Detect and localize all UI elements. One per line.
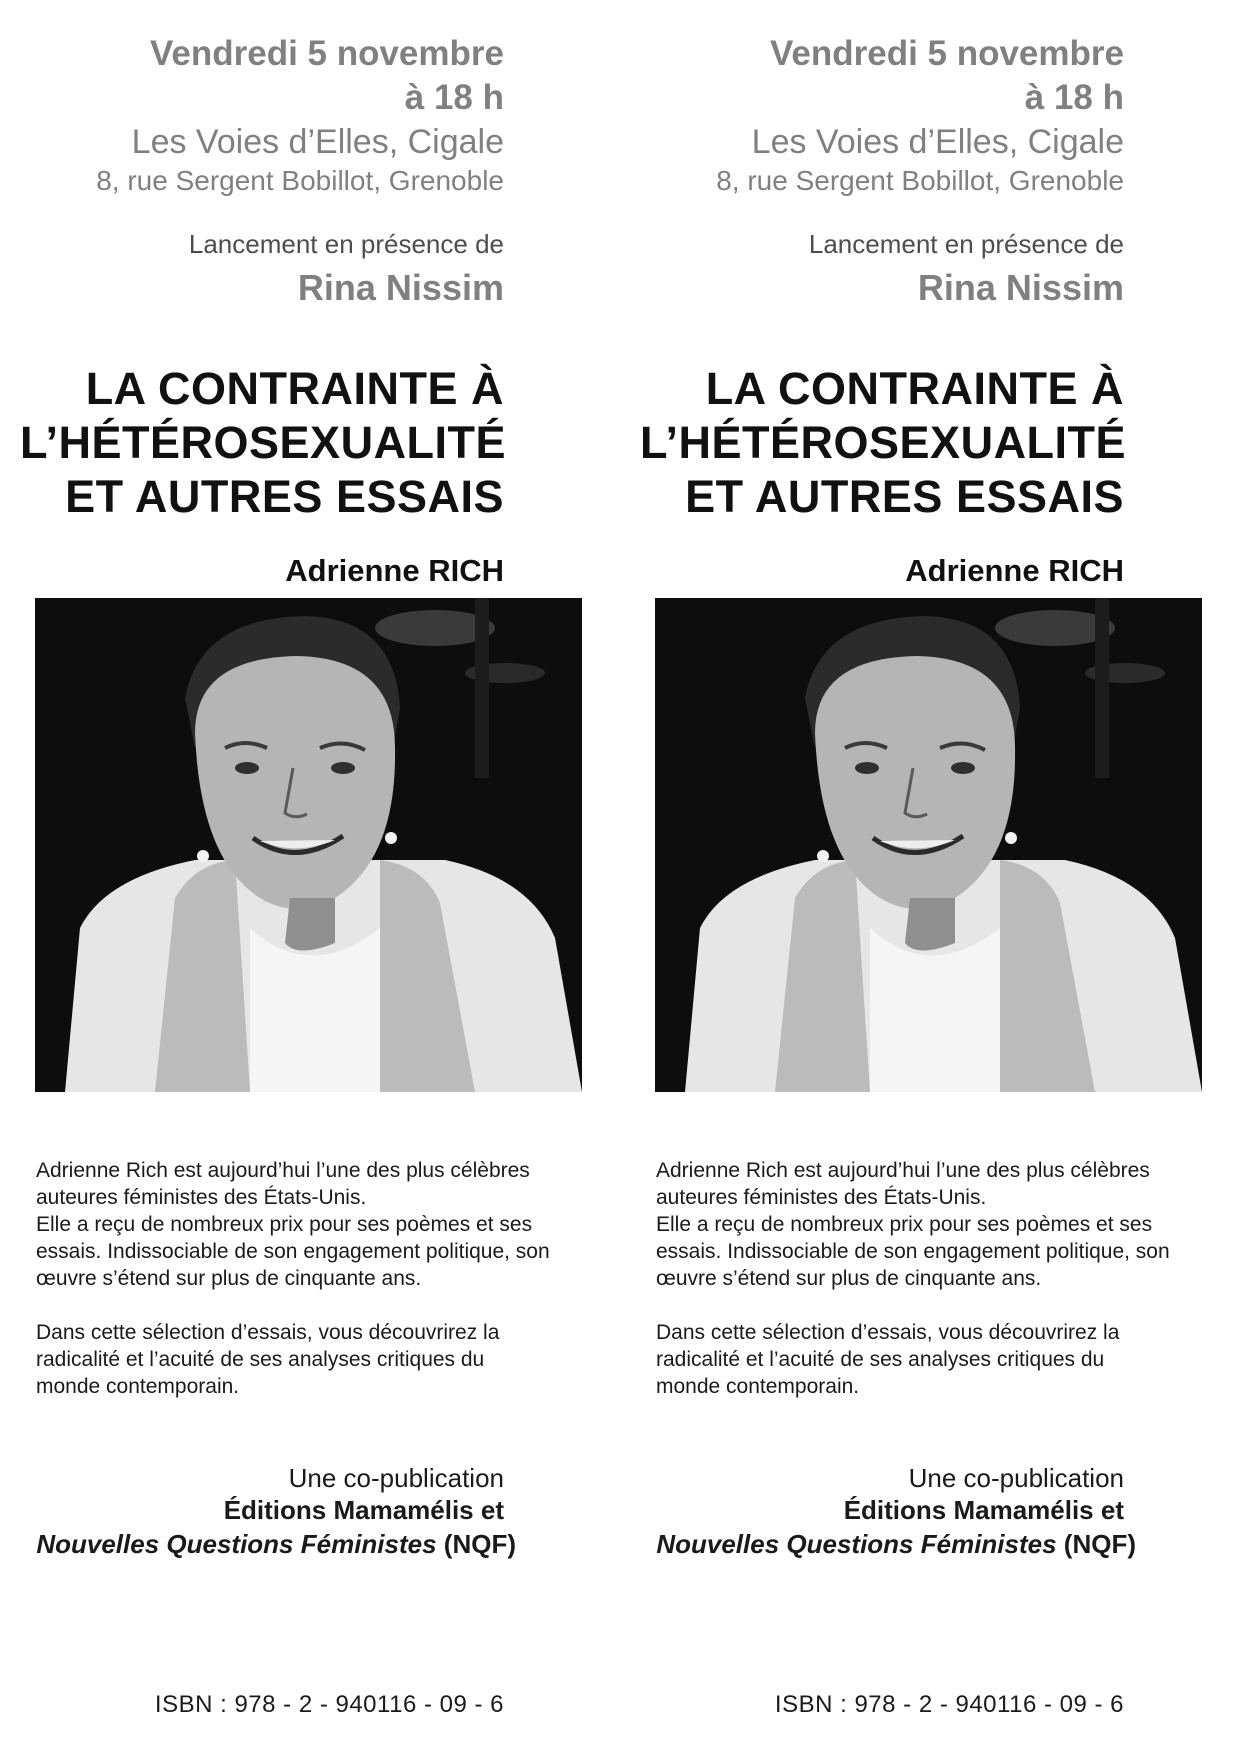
journal-abbreviation: (NQF) (1063, 1529, 1136, 1559)
isbn-number: ISBN : 978 - 2 - 940116 - 09 - 6 (154, 1691, 504, 1718)
event-venue: Les Voies d’Elles, Cigale (131, 123, 504, 161)
copublication-journal (36, 1528, 516, 1560)
event-date-time: à 18 h (404, 78, 504, 117)
author-portrait-photo (35, 598, 582, 1092)
author-bio (36, 1157, 596, 1400)
launch-text: Lancement en présence de (808, 229, 1124, 259)
book-author: Adrienne RICH (905, 553, 1124, 588)
bio-paragraph: Dans cette sélection d’essais, vous découvrirez la radicalité et l’acuité de ses analyses critiques du monde contemporain. (36, 1321, 500, 1398)
copublication-journal (656, 1528, 1136, 1560)
book-title-line: L’HÉTÉROSEXUALITÉ (640, 417, 1127, 468)
copublication-intro: Une co-publication (288, 1463, 504, 1493)
bio-paragraph: Adrienne Rich est aujourd’hui l’une des plus célèbres auteures féministes des États-Unis. Elle a reçu de nombreux prix pour ses poèmes et ses essais. Indissociable de son engagement politique, son œuvre s’étend sur plus de cinquante ans. (36, 1159, 550, 1290)
book-author: Adrienne RICH (285, 553, 504, 588)
event-date (36, 32, 504, 120)
book-title-line: LA CONTRAINTE À (85, 363, 504, 414)
book-title (640, 362, 1127, 524)
author-portrait-photo (655, 598, 1202, 1092)
event-date (656, 32, 1124, 120)
author-bio (656, 1157, 1216, 1400)
copublication-publisher: Éditions Mamamélis et (223, 1495, 504, 1525)
guest-name: Rina Nissim (917, 267, 1124, 308)
journal-name: Nouvelles Questions Féministes (656, 1529, 1057, 1559)
event-date-time: à 18 h (1024, 78, 1124, 117)
book-title-line: ET AUTRES ESSAIS (65, 471, 504, 522)
book-title (20, 362, 507, 524)
event-venue: Les Voies d’Elles, Cigale (751, 123, 1124, 161)
event-date-day: Vendredi 5 novembre (149, 34, 504, 73)
book-title-line: ET AUTRES ESSAIS (685, 471, 1124, 522)
journal-abbreviation: (NQF) (443, 1529, 516, 1559)
launch-text: Lancement en présence de (188, 229, 504, 259)
flyer-right (620, 0, 1240, 1754)
bio-paragraph: Dans cette sélection d’essais, vous découvrirez la radicalité et l’acuité de ses analyses critiques du monde contemporain. (656, 1321, 1120, 1398)
book-title-line: LA CONTRAINTE À (705, 363, 1124, 414)
event-address: 8, rue Sergent Bobillot, Grenoble (96, 165, 504, 196)
event-address: 8, rue Sergent Bobillot, Grenoble (716, 165, 1124, 196)
journal-name: Nouvelles Questions Féministes (36, 1529, 437, 1559)
guest-name: Rina Nissim (297, 267, 504, 308)
event-date-day: Vendredi 5 novembre (769, 34, 1124, 73)
isbn-number: ISBN : 978 - 2 - 940116 - 09 - 6 (774, 1691, 1124, 1718)
flyer-left (0, 0, 620, 1754)
bio-paragraph: Adrienne Rich est aujourd’hui l’une des plus célèbres auteures féministes des États-Unis. Elle a reçu de nombreux prix pour ses poèmes et ses essais. Indissociable de son engagement politique, son œuvre s’étend sur plus de cinquante ans. (656, 1159, 1170, 1290)
copublication-publisher: Éditions Mamamélis et (843, 1495, 1124, 1525)
book-title-line: L’HÉTÉROSEXUALITÉ (20, 417, 507, 468)
copublication-intro: Une co-publication (908, 1463, 1124, 1493)
